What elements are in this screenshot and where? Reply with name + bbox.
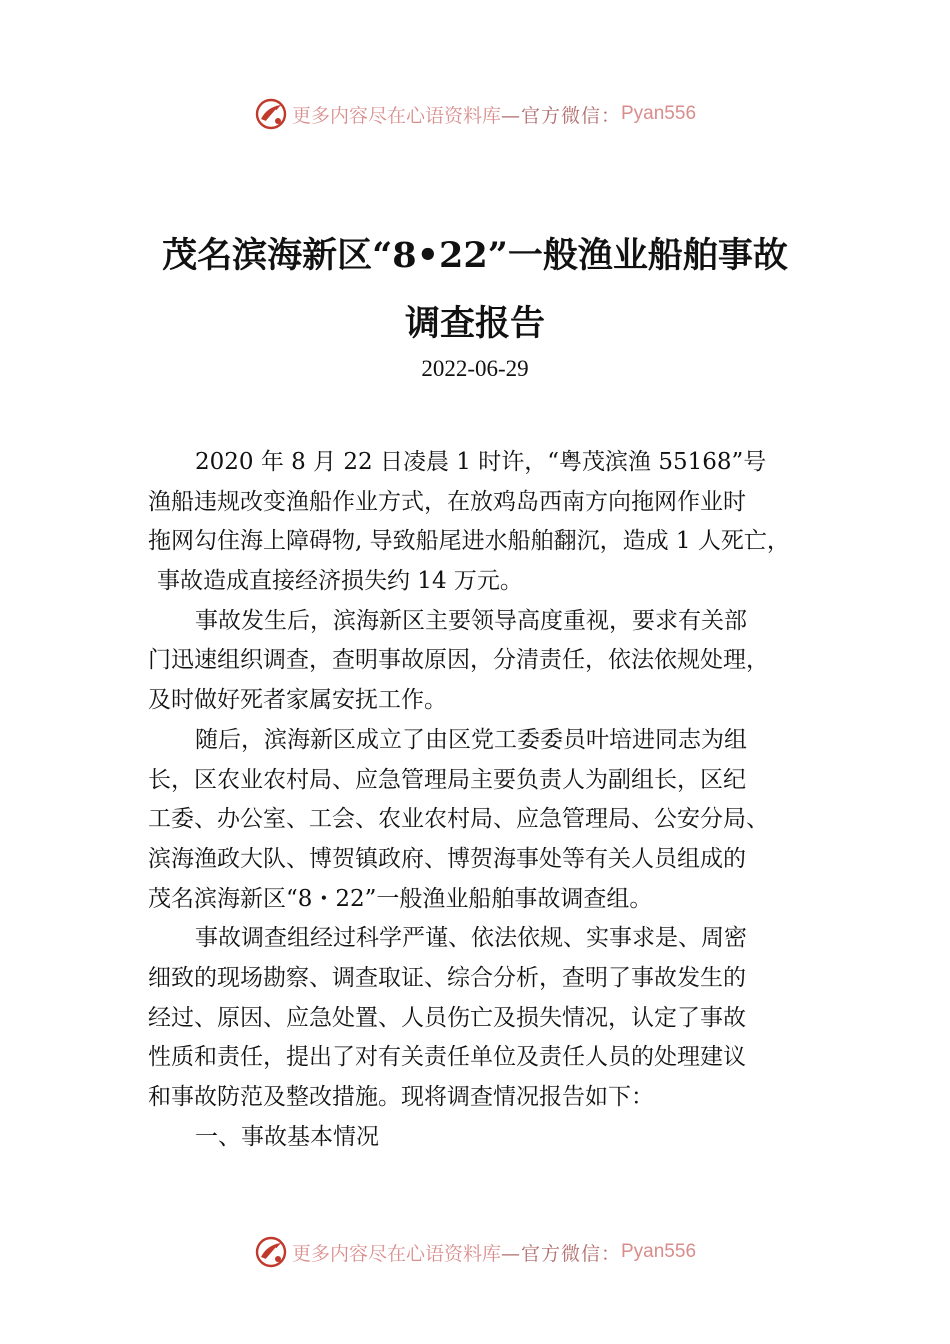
body-line: 随后，滨海新区成立了由区党工委委员叶培进同志为组 [195, 726, 747, 753]
watermark-wechat-id: Pyan556 [621, 1241, 697, 1262]
pen-logo-icon [254, 97, 288, 131]
body-line: 细致的现场勘察、调查取证、综合分析，查明了事故发生的 [148, 964, 746, 991]
body-line: 滨海渔政大队、博贺镇政府、博贺海事处等有关人员组成的 [148, 845, 746, 872]
document-title-line1: 茂名滨海新区“8•22”一般渔业船舶事故 [162, 235, 788, 276]
document-title-line2: 调查报告 [404, 303, 545, 344]
watermark-wechat-label: —官方微信： [500, 1242, 621, 1265]
document-body [148, 443, 818, 1157]
body-line: 事故调查组经过科学严谨、依法依规、实事求是、周密 [195, 925, 747, 952]
body-line: 事故发生后，滨海新区主要领导高度重视，要求有关部 [195, 607, 747, 634]
body-line: 经过、原因、应急处置、人员伤亡及损失情况，认定了事故 [148, 1004, 746, 1031]
body-line: 门迅速组织调查，查明事故原因，分清责任，依法依规处理， [148, 647, 769, 674]
watermark-banner-bottom [0, 1232, 950, 1272]
watermark-wechat-label: —官方微信： [500, 104, 621, 127]
body-line: 渔船违规改变渔船作业方式，在放鸡岛西南方向拖网作业时 [148, 488, 746, 515]
watermark-banner-top [0, 94, 950, 134]
section-heading: 一、事故基本情况 [195, 1123, 379, 1150]
watermark-wechat-id: Pyan556 [621, 103, 697, 124]
pen-logo-icon [254, 1235, 288, 1269]
watermark-library-text: 更多内容尽在心语资料库 [291, 1242, 501, 1265]
document-date: 2022-06-29 [421, 356, 529, 381]
body-line: 拖网勾住海上障碍物, 导致船尾进水船舶翻沉，造成 1 人死亡， [148, 528, 790, 555]
body-line: 事故造成直接经济损失约 14 万元。 [157, 568, 523, 595]
body-line: 长，区农业农村局、应急管理局主要负责人为副组长，区纪 [148, 766, 746, 793]
body-line: 2020 年 8 月 22 日凌晨 1 时许，“粤茂滨渔 55168”号 [195, 449, 767, 475]
body-line: 和事故防范及整改措施。现将调查情况报告如下： [148, 1084, 654, 1110]
body-line: 及时做好死者家属安抚工作。 [148, 687, 447, 714]
body-line: 茂名滨海新区“8・22”一般渔业船舶事故调查组。 [148, 885, 653, 912]
body-line: 性质和责任，提出了对有关责任单位及责任人员的处理建议 [148, 1044, 746, 1071]
body-line: 工委、办公室、工会、农业农村局、应急管理局、公安分局、 [148, 806, 769, 833]
watermark-library-text: 更多内容尽在心语资料库 [291, 104, 501, 127]
